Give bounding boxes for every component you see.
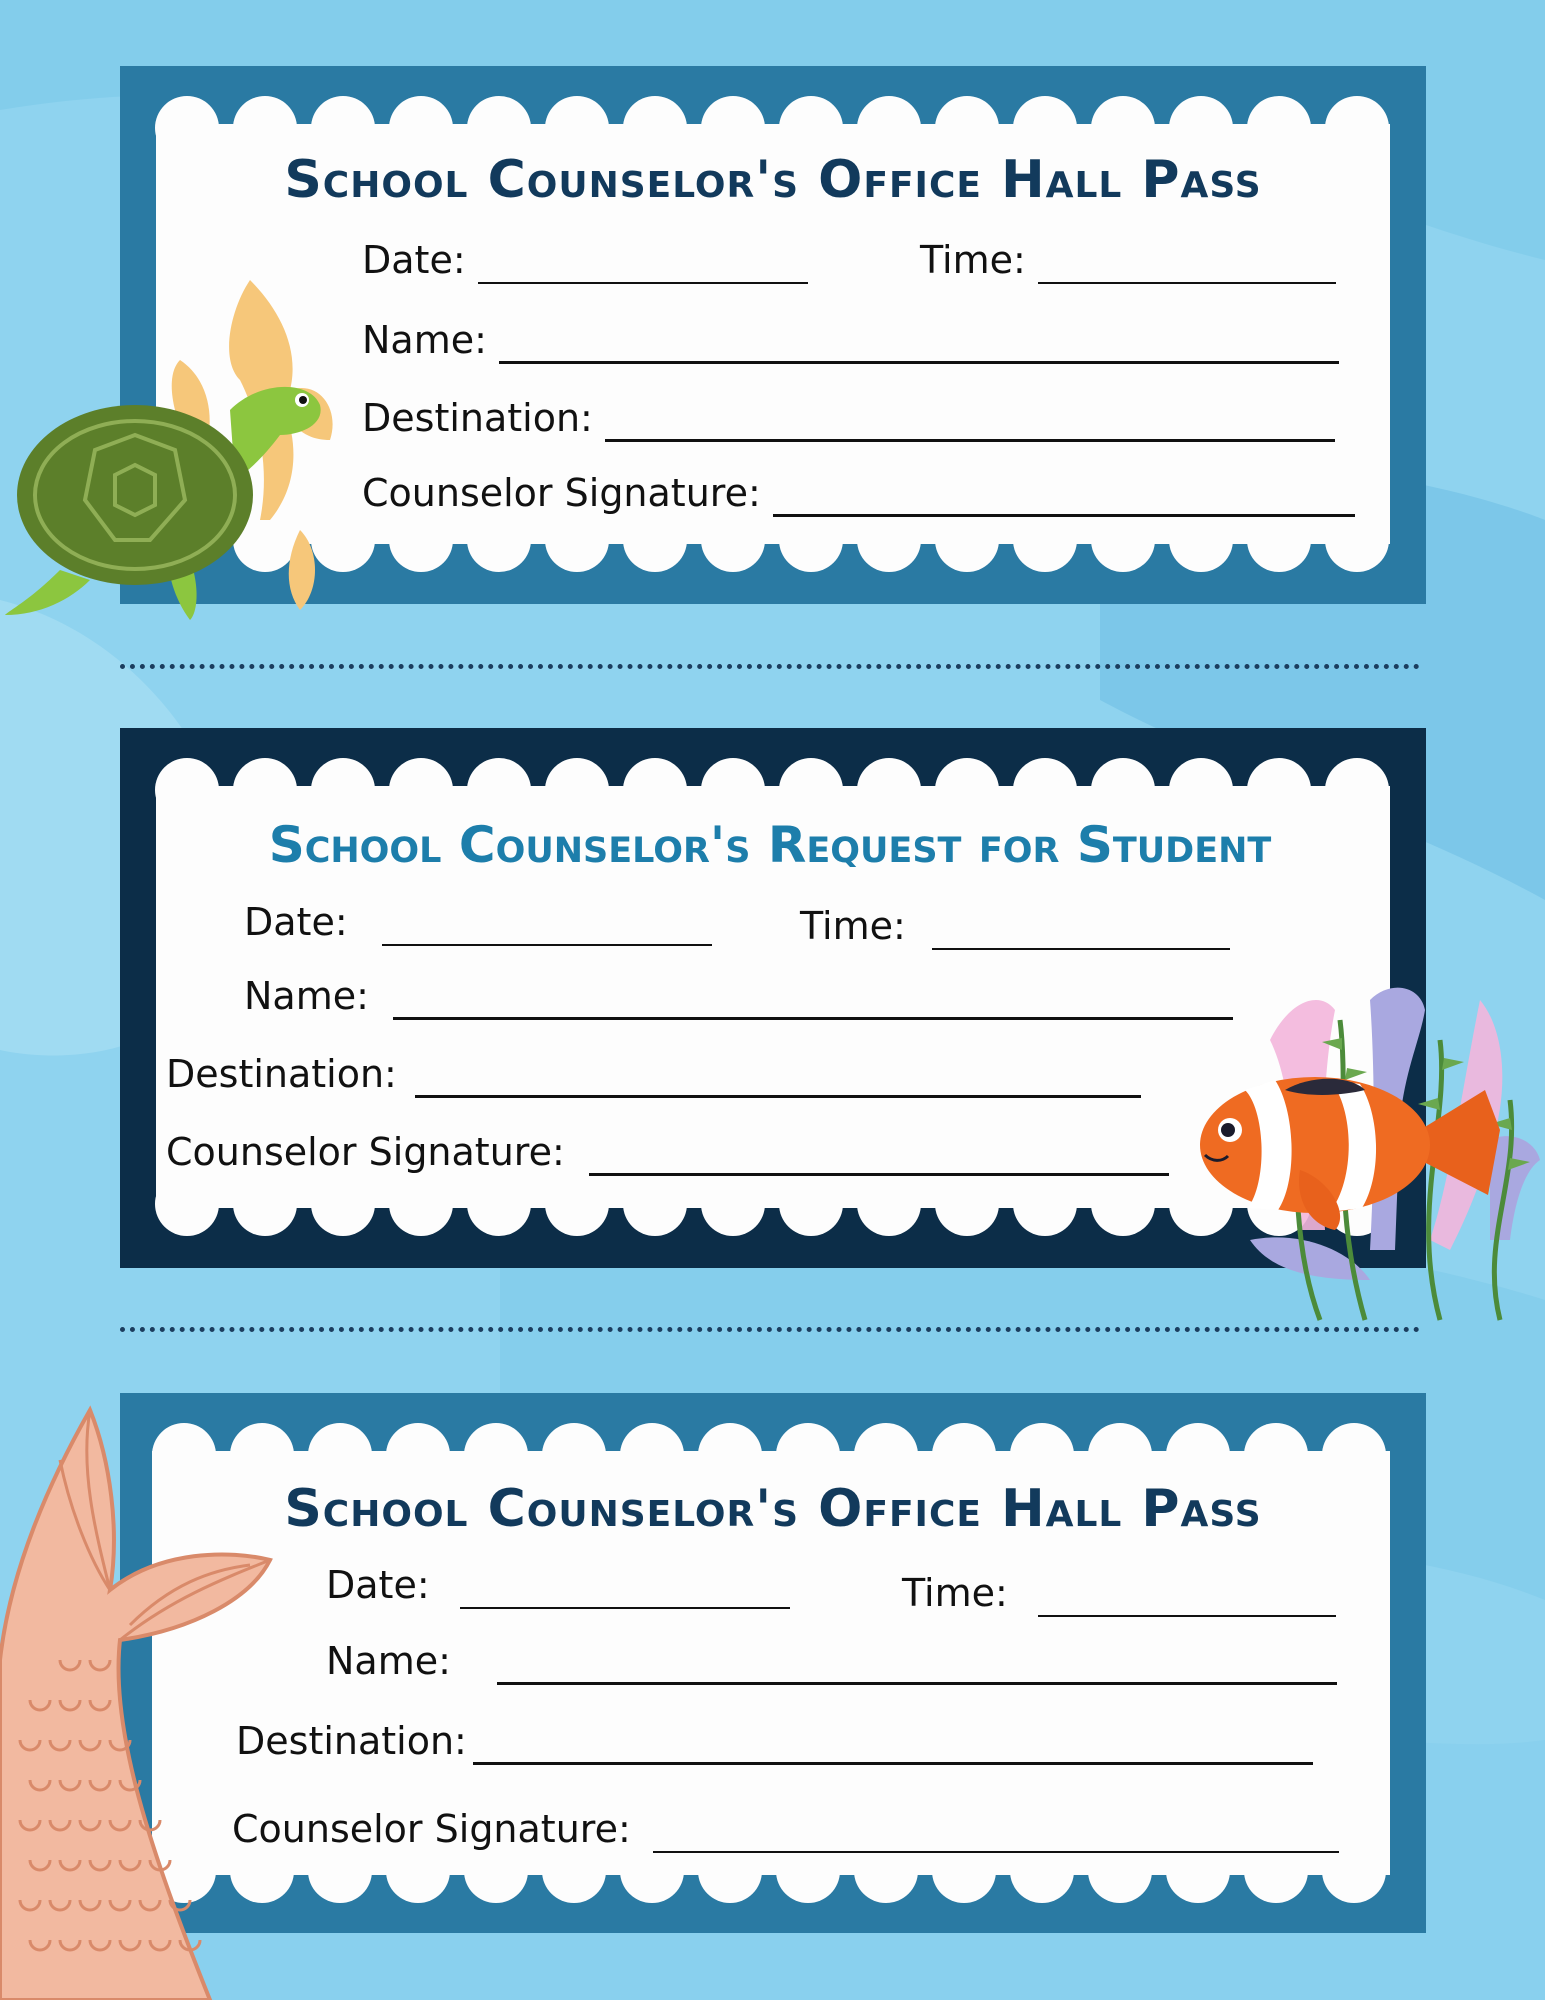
time-field [920,238,1336,284]
signature-label: Counselor Signature: [362,471,761,515]
date-blank[interactable] [382,944,712,946]
destination-blank[interactable] [415,1095,1141,1098]
destination-field [236,1719,1313,1765]
time-label: Time: [800,904,906,948]
time-blank[interactable] [1038,282,1336,284]
date-field [326,1563,790,1609]
mermaid-tail-icon [0,1400,280,2000]
date-label: Date: [362,238,466,282]
signature-blank[interactable] [773,514,1355,517]
name-field [362,318,1339,364]
date-field [362,238,808,284]
signature-blank[interactable] [589,1173,1169,1176]
destination-blank[interactable] [605,439,1335,442]
pass-title: School Counselor's Office Hall Pass [284,1479,1262,1539]
name-label: Name: [244,974,369,1018]
signature-label: Counselor Signature: [232,1807,631,1851]
name-blank[interactable] [499,361,1339,364]
date-label: Date: [244,900,348,944]
cut-line-divider [120,1327,1420,1332]
cut-line-divider [120,664,1420,669]
destination-label: Destination: [166,1052,397,1096]
pass-title: School Counselor's Request for Student [268,816,1272,874]
time-blank[interactable] [932,948,1230,950]
time-field [800,904,1230,950]
date-blank[interactable] [460,1607,790,1609]
destination-field [362,396,1335,442]
signature-label: Counselor Signature: [166,1130,565,1174]
time-field [902,1571,1336,1617]
signature-field [362,471,1355,517]
signature-blank[interactable] [653,1851,1339,1853]
sea-turtle-icon [0,270,360,650]
time-label: Time: [902,1571,1008,1615]
destination-label: Destination: [236,1719,467,1763]
time-label: Time: [920,238,1026,282]
name-label: Name: [362,318,487,362]
clownfish-icon [1150,980,1545,1330]
destination-blank[interactable] [473,1762,1313,1765]
signature-field [232,1807,1339,1853]
name-field [244,974,1233,1020]
pass-title: School Counselor's Office Hall Pass [284,150,1262,210]
name-blank[interactable] [393,1017,1233,1020]
signature-field [166,1130,1169,1176]
name-blank[interactable] [497,1682,1337,1685]
date-field [244,900,712,946]
destination-label: Destination: [362,396,593,440]
date-blank[interactable] [478,282,808,284]
hall-pass-card-2 [120,1393,1426,1933]
name-label: Name: [326,1639,451,1683]
name-field [326,1639,1337,1685]
time-blank[interactable] [1038,1615,1336,1617]
date-label: Date: [326,1563,430,1607]
destination-field [166,1052,1141,1098]
